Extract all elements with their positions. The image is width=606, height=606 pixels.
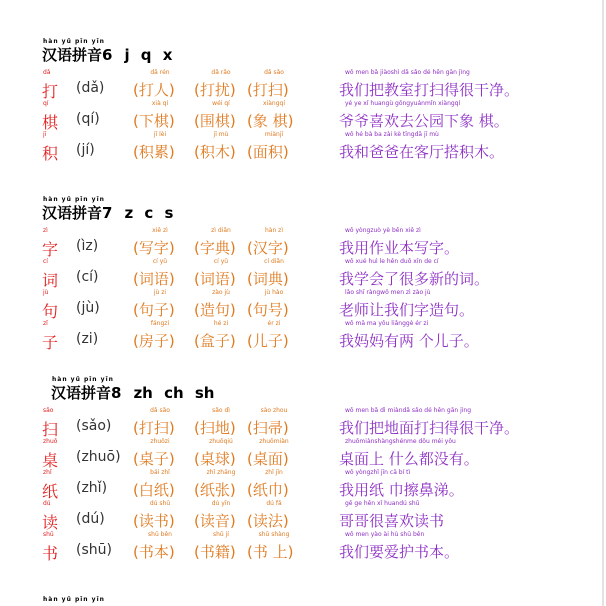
word: (儿子) — [247, 332, 289, 350]
sentence-pinyin: wǒ men bǎ dì miàndǎ sǎo dé hěn gān jìng — [345, 407, 472, 414]
character-row — [0, 467, 606, 501]
sentence-pinyin: wǒ xué huì le hěn duō xīn de cí — [345, 258, 439, 265]
sentence-pinyin: wǒ yòngzhǐ jīn cā bí tì — [345, 469, 411, 476]
word: (下棋) — [133, 112, 175, 130]
word: (盒子) — [194, 332, 236, 350]
character: 子 — [42, 333, 59, 352]
section-sounds: j q x — [124, 46, 173, 64]
word-pinyin: zhǐ jīn — [265, 469, 283, 476]
word-pinyin: cí yǔ — [152, 258, 168, 265]
word-pinyin: xiě zì — [152, 227, 168, 234]
word-pinyin: shū jí — [213, 531, 229, 538]
word-pinyin: dú shū — [149, 500, 171, 507]
character: 棋 — [42, 113, 59, 132]
word-pinyin: hé zi — [213, 320, 229, 327]
word-pinyin: jī mù — [213, 131, 229, 138]
section-title-text: 汉语拼音6 — [42, 46, 113, 64]
word: (书籍) — [194, 543, 236, 561]
character: 桌 — [42, 451, 59, 470]
word-pinyin: dú fǎ — [266, 500, 282, 507]
sentence-pinyin: wǒ yòngzuò yè běn xiě zì — [345, 227, 421, 234]
word: (读书) — [133, 512, 175, 530]
character-reading: (zhǐ) — [76, 480, 108, 496]
word-pinyin: xiàngqí — [263, 100, 285, 107]
section-title-text: 汉语拼音8 — [51, 384, 122, 402]
word: (汉字) — [247, 239, 289, 257]
word-pinyin: shū shàng — [258, 531, 290, 538]
character-reading: (qí) — [76, 111, 100, 127]
word: (造句) — [194, 301, 236, 319]
character-row — [0, 287, 606, 321]
word: (字典) — [194, 239, 236, 257]
example-sentence: 我们把教室打扫得很干净。 — [339, 81, 520, 99]
character-pinyin: shū — [43, 531, 54, 538]
example-sentence: 哥哥很喜欢读书 — [339, 512, 445, 530]
word: (写字) — [133, 239, 175, 257]
character-row — [0, 529, 606, 563]
example-sentence: 桌面上 什么都没有。 — [339, 450, 479, 468]
character-pinyin: zì — [43, 227, 48, 234]
word-pinyin: dǎ sǎo — [264, 69, 284, 76]
character: 扫 — [42, 420, 59, 439]
word-pinyin: xià qí — [151, 100, 169, 107]
word: (词语) — [133, 270, 175, 288]
word: (书 上) — [247, 543, 294, 561]
character: 句 — [42, 302, 59, 321]
section-header-pinyin: hàn yǔ pīn yīn — [43, 196, 105, 203]
sentence-pinyin: wǒ mā ma yǒu liǎnggè ér zi — [345, 320, 429, 327]
word-pinyin: sǎo dì — [212, 407, 230, 414]
sentence-pinyin: zhuōmiànshàngshénme dōu méi yǒu — [345, 438, 456, 445]
word-pinyin: jù zi — [153, 289, 167, 296]
word: (打人) — [133, 81, 175, 99]
character: 词 — [42, 271, 59, 290]
example-sentence: 我们把地面打扫得很干净。 — [339, 419, 520, 437]
example-sentence: 我们要爱护书本。 — [339, 543, 460, 561]
word-pinyin: sào zhou — [260, 407, 288, 414]
word-pinyin: jī lèi — [153, 131, 167, 138]
word: (纸张) — [194, 481, 236, 499]
word: (积累) — [133, 143, 175, 161]
character-pinyin: qí — [43, 100, 49, 107]
word: (句号) — [247, 301, 289, 319]
example-sentence: 我学会了很多新的词。 — [339, 270, 490, 288]
example-sentence: 我和爸爸在客厅搭积木。 — [339, 143, 505, 161]
character-row — [0, 498, 606, 532]
character: 积 — [42, 144, 59, 163]
word: (书本) — [133, 543, 175, 561]
character: 纸 — [42, 482, 59, 501]
word: (扫地) — [194, 419, 236, 437]
character-row — [0, 67, 606, 101]
word: (句子) — [133, 301, 175, 319]
character-row — [0, 98, 606, 132]
word-pinyin: zhǐ zhāng — [206, 469, 236, 476]
word-pinyin: zhuōqiú — [209, 438, 233, 445]
word: (白纸) — [133, 481, 175, 499]
character-row — [0, 256, 606, 290]
word: (读法) — [247, 512, 289, 530]
word: (纸巾) — [247, 481, 289, 499]
character-reading: (dǎ) — [76, 80, 105, 96]
word: (打扫) — [247, 81, 289, 99]
character-reading: (shū) — [76, 542, 112, 558]
character-row — [0, 405, 606, 439]
word-pinyin: shū běn — [148, 531, 172, 538]
word: (面积) — [247, 143, 289, 161]
word: (桌球) — [194, 450, 236, 468]
section-header-pinyin: hàn yǔ pīn yīn — [43, 38, 105, 45]
word: (词语) — [194, 270, 236, 288]
word-pinyin: dǎ sǎo — [150, 407, 170, 414]
character: 打 — [42, 82, 59, 101]
word: (象 棋) — [247, 112, 294, 130]
character-row — [0, 318, 606, 352]
word: (扫帚) — [247, 419, 289, 437]
section-title — [42, 44, 172, 65]
word: (词典) — [247, 270, 289, 288]
character-reading: (cí) — [76, 269, 99, 285]
word-pinyin: dǎ rǎo — [211, 69, 231, 76]
footer-header-pinyin: hàn yǔ pīn yīn — [43, 596, 105, 603]
example-sentence: 我妈妈有两 个儿子。 — [339, 332, 479, 350]
word-pinyin: zào jù — [212, 289, 230, 296]
character-pinyin: zǐ — [43, 320, 48, 327]
character: 读 — [42, 513, 59, 532]
example-sentence: 我用作业本写字。 — [339, 239, 460, 257]
section-title — [51, 382, 214, 403]
character-pinyin: jī — [43, 131, 47, 138]
word-pinyin: miànjī — [264, 131, 284, 138]
character-reading: (ìz) — [76, 238, 99, 254]
word: (读音) — [194, 512, 236, 530]
word: (积木) — [194, 143, 236, 161]
character-reading: (dú) — [76, 511, 105, 527]
character-reading: (jù) — [76, 300, 100, 316]
sentence-pinyin: yé ye xǐ huangù gōngyuánmǐn xiàngqí — [345, 100, 461, 107]
word-pinyin: bái zhǐ — [150, 469, 170, 476]
example-sentence: 爷爷喜欢去公园下象 棋。 — [339, 112, 509, 130]
section-sounds: zh ch sh — [133, 384, 215, 402]
character-pinyin: sǎo — [43, 407, 54, 414]
character-row — [0, 129, 606, 163]
character-reading: (zi) — [76, 331, 99, 347]
section-title-text: 汉语拼音7 — [42, 204, 113, 222]
word: (打扫) — [133, 419, 175, 437]
word-pinyin: zì diǎn — [211, 227, 231, 234]
character-pinyin: zhǐ — [43, 469, 52, 476]
character-pinyin: zhuō — [43, 438, 58, 445]
word-pinyin: cí yǔ — [213, 258, 229, 265]
word: (桌面) — [247, 450, 289, 468]
example-sentence: 我用纸 巾擦鼻涕。 — [339, 481, 464, 499]
word: (打扰) — [194, 81, 236, 99]
word-pinyin: hàn zì — [264, 227, 283, 234]
character-row — [0, 436, 606, 470]
character-reading: (sǎo) — [76, 418, 112, 434]
word-pinyin: cí diǎn — [264, 258, 284, 265]
character: 书 — [42, 544, 59, 563]
character-pinyin: dú — [43, 500, 51, 507]
word-pinyin: fángzi — [150, 320, 170, 327]
word-pinyin: dǎ rén — [150, 69, 170, 76]
character-row — [0, 225, 606, 259]
word: (房子) — [133, 332, 175, 350]
sentence-pinyin: wǒ men bǎ jiàoshì dǎ sǎo dé hěn gān jìng — [345, 69, 470, 76]
character-reading: (jí) — [76, 142, 95, 158]
word-pinyin: jù hào — [264, 289, 284, 296]
character: 字 — [42, 240, 59, 259]
word-pinyin: zhuōmiàn — [259, 438, 289, 445]
sentence-pinyin: lǎo shī ràngwǒ men zì zào jù — [345, 289, 431, 296]
character-reading: (zhuō) — [76, 449, 121, 465]
section-title — [42, 202, 173, 223]
word-pinyin: ér zi — [267, 320, 281, 327]
sentence-pinyin: wǒ hé bà ba zài kè tīngdā jī mù — [345, 131, 439, 138]
section-header-pinyin: hàn yǔ pīn yīn — [52, 376, 114, 383]
character-pinyin: cí — [43, 258, 48, 265]
character-pinyin: jù — [43, 289, 49, 296]
section-sounds: z c s — [124, 204, 174, 222]
character-pinyin: dǎ — [43, 69, 51, 76]
word-pinyin: wéi qí — [212, 100, 230, 107]
sentence-pinyin: wǒ men yào ài hù shū běn — [345, 531, 425, 538]
sentence-pinyin: gē ge hěn xǐ huandú shū — [345, 500, 420, 507]
word: (桌子) — [133, 450, 175, 468]
word-pinyin: zhuōzi — [150, 438, 170, 445]
word-pinyin: dú yīn — [211, 500, 231, 507]
example-sentence: 老师让我们字造句。 — [339, 301, 475, 319]
word: (围棋) — [194, 112, 236, 130]
